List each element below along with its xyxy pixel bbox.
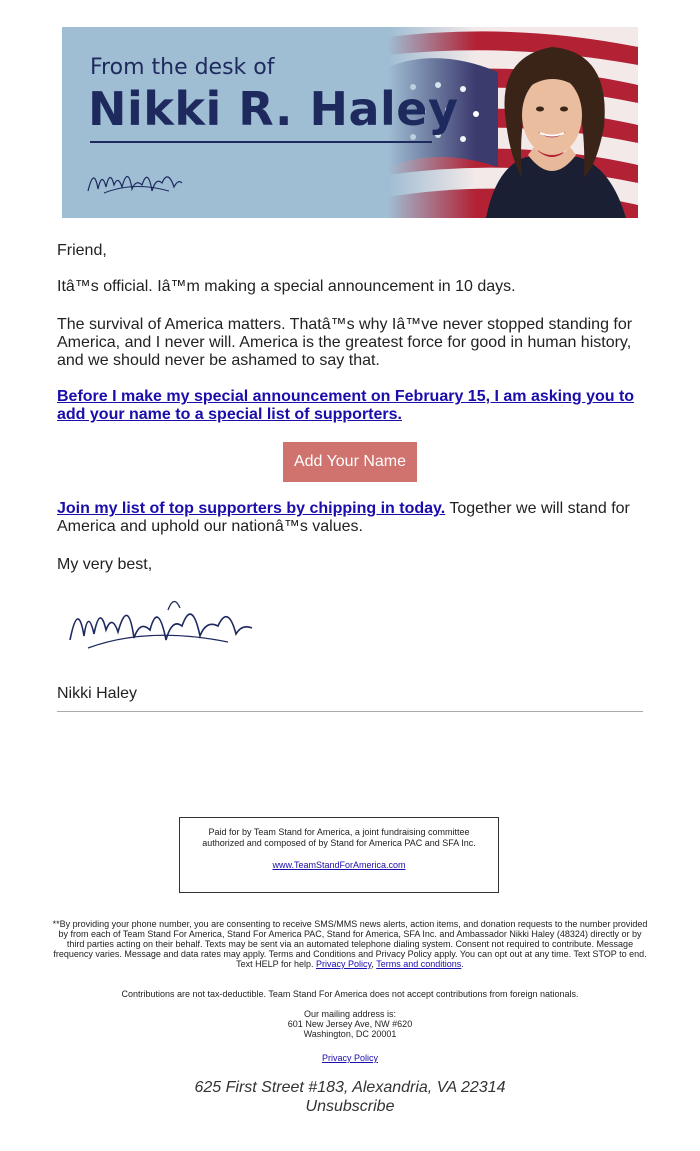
greeting: Friend,	[57, 242, 107, 259]
team-website-link[interactable]: www.TeamStandForAmerica.com	[272, 860, 406, 870]
header-banner	[62, 27, 638, 218]
mailing-line-1: 601 New Jersey Ave, NW #620	[287, 1019, 413, 1029]
signature-image	[58, 590, 258, 660]
banner-name-title: Nikki R. Haley	[88, 82, 459, 136]
sms-disclaimer: **By providing your phone number, you are consenting to receive SMS/MMS news alerts, action items, and donation requests to the number provided by from each of Team Stand For America, Stand For America PAC, Stand for America, SFA Inc. and Ambassador Nikki Haley (48324) directly or by third parties acting on their behalf. Texts may be sent via an automated telephone dialing system. Consent not required to contribute. Message frequency varies. Message and data rates may apply. Terms and Conditions and Privacy Policy apply. You can opt out at any time. Text STOP to end. Text HELP for help. Privacy Policy, Terms and conditions.	[52, 919, 648, 969]
mailing-address-block	[50, 1009, 650, 1039]
contributions-note: Contributions are not tax-deductible. Team Stand For America does not accept contributions from foreign nationals.	[121, 989, 579, 999]
unsubscribe-link[interactable]: Unsubscribe	[305, 1098, 395, 1115]
paragraph-official: Itâ™s official. Iâ™m making a special announcement in 10 days.	[57, 278, 516, 295]
paragraph-join	[57, 500, 647, 536]
privacy-policy-link-2[interactable]: Privacy Policy	[321, 1053, 378, 1063]
terms-conditions-link[interactable]: Terms and conditions	[376, 959, 462, 969]
footer-address: 625 First Street #183, Alexandria, VA 22314	[194, 1079, 506, 1096]
paragraph-survival: The survival of America matters. Thatâ™s why Iâ™ve never stopped standing for America, and I never will. America is the greatest force for good in human history, and we should never be ashamed to say that.	[57, 316, 633, 369]
paragraph-announcement	[57, 388, 647, 424]
chip-in-link[interactable]: Join my list of top supporters by chipping in today.	[57, 500, 446, 517]
sms-disclaimer-text: **By providing your phone number, you are consenting to receive SMS/MMS news alerts, action items, and donation requests to the number provided by from each of Team Stand For America, Stand For America PAC, Stand for America, SFA Inc. and Ambassador Nikki Haley (48324) directly or by third parties acting on their behalf. Texts may be sent via an automated telephone dialing system. Consent not required to contribute. Message frequency varies. Message and data rates may apply. Terms and Conditions and Privacy Policy apply. You can opt out at any time. Text STOP to end. Text HELP for help.	[52, 919, 648, 969]
signoff-name: Nikki Haley	[57, 685, 138, 702]
footer-divider	[57, 711, 643, 712]
mailing-label: Our mailing address is:	[303, 1009, 397, 1019]
nikki-haley-portrait	[466, 27, 638, 218]
banner-divider	[90, 141, 432, 143]
banner-signature-image	[84, 161, 184, 201]
paid-for-text: Paid for by Team Stand for America, a joint fundraising committee authorized and composed of by Stand for America PAC and SFA Inc.	[202, 827, 476, 848]
closing-text: My very best,	[57, 556, 153, 573]
add-your-name-button[interactable]: Add Your Name	[283, 442, 417, 482]
privacy-policy-link-1[interactable]: Privacy Policy	[316, 959, 372, 969]
banner-from-text: From the desk of	[90, 55, 275, 80]
add-name-link[interactable]: Before I make my special announcement on February 15, I am asking you to add your name to a special list of supporters.	[57, 388, 635, 423]
join-rest-text: Together we will stand for America and uphold our nationâ™s values.	[57, 500, 630, 535]
paid-for-box	[179, 817, 499, 893]
privacy-policy-row	[50, 1053, 650, 1063]
mailing-line-2: Washington, DC 20001	[303, 1029, 397, 1039]
